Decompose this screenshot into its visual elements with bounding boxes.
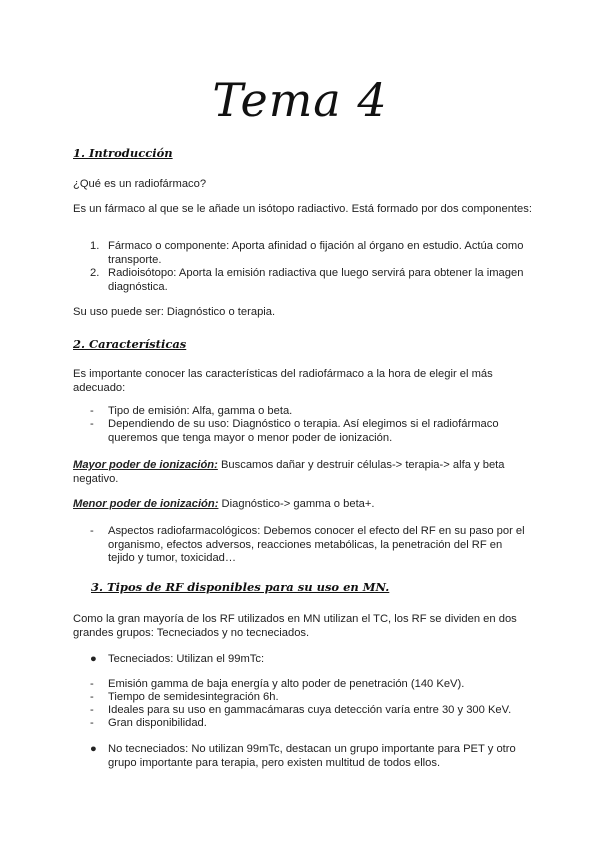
list-item-text: Tipo de emisión: Alfa, gamma o beta. (108, 405, 293, 417)
list-item (90, 678, 530, 692)
list-item (90, 240, 530, 267)
bullet-icon: ● (90, 653, 97, 665)
list-marker: - (90, 405, 94, 417)
paragraph-question: ¿Qué es un radiofármaco? (73, 178, 207, 190)
list-item-text: Tecneciados: Utilizan el 99mTc: (108, 653, 265, 665)
section-heading-caracteristicas: 2. Características (73, 337, 187, 351)
list-item-text: Emisión gamma de baja energía y alto poder de penetración (140 KeV). (108, 678, 465, 690)
paragraph-intro: Como la gran mayoría de los RF utilizados en MN utilizan el TC, los RF se dividen en dos grandes grupos: Tecneciados y no tecneciados. (73, 613, 517, 639)
list-marker: - (90, 691, 94, 703)
section-heading-introduccion: 1. Introducción (73, 146, 173, 160)
paragraph-menor-poder (73, 498, 533, 512)
bullet-icon: ● (90, 743, 97, 755)
list-item (90, 525, 530, 566)
list-item (90, 717, 530, 731)
section-heading-tipos-rf: 3. Tipos de RF disponibles para su uso en MN. (91, 580, 390, 594)
paragraph-definition: Es un fármaco al que se le añade un isótopo radiactivo. Está formado por dos componentes: (73, 203, 532, 215)
list-item-text: Dependiendo de su uso: Diagnóstico o terapia. Así elegimos si el radiofármaco queremos que tenga mayor o menor poder de ionización. (108, 418, 499, 444)
list-item (90, 405, 530, 419)
paragraph-mayor-poder (73, 459, 533, 486)
list-item-text: Fármaco o componente: Aporta afinidad o fijación al órgano en estudio. Actúa como transporte. (108, 240, 524, 266)
list-item-text: Radioisótopo: Aporta la emisión radiactiva que luego servirá para obtener la imagen diagnóstica. (108, 267, 524, 293)
list-item-text: Gran disponibilidad. (108, 717, 207, 729)
paragraph-intro: Es importante conocer las características del radiofármaco a la hora de elegir el más adecuado: (73, 368, 493, 394)
list-item (90, 691, 530, 705)
list-item-text: Tiempo de semidesintegración 6h. (108, 691, 279, 703)
list-item-text: Ideales para su uso en gammacámaras cuya detección varía entre 30 y 300 KeV. (108, 704, 512, 716)
list-item (90, 267, 530, 294)
list-marker: 2. (90, 267, 100, 279)
list-marker: - (90, 678, 94, 690)
paragraph-use: Su uso puede ser: Diagnóstico o terapia. (73, 306, 276, 318)
list-marker: - (90, 418, 94, 430)
mayor-poder-label: Mayor poder de ionización: (73, 459, 218, 471)
list-item-text: No tecneciados: No utilizan 99mTc, destacan un grupo importante para PET y otro grupo importante para terapia, pero existen multitud de todos ellos. (108, 743, 516, 769)
bullet-item-tecneciados (90, 653, 530, 667)
list-marker: - (90, 525, 94, 537)
mayor-poder-text: Buscamos dañar y destruir células-> terapia-> alfa y beta negativo. (73, 459, 505, 485)
list-marker: - (90, 704, 94, 716)
list-marker: 1. (90, 240, 100, 252)
bullet-item-no-tecneciados (90, 743, 530, 770)
menor-poder-text: Diagnóstico-> gamma o beta+. (218, 498, 375, 510)
list-item (90, 704, 530, 718)
menor-poder-label: Menor poder de ionización: (73, 498, 219, 510)
list-item-text: Aspectos radiofarmacológicos: Debemos conocer el efecto del RF en su paso por el organismo, efectos adversos, reacciones metabólicas, la penetración del RF en tejido y tumor, toxicidad… (108, 525, 525, 565)
list-marker: - (90, 717, 94, 729)
list-item (90, 418, 530, 445)
page-title: Tema 4 (212, 73, 388, 127)
